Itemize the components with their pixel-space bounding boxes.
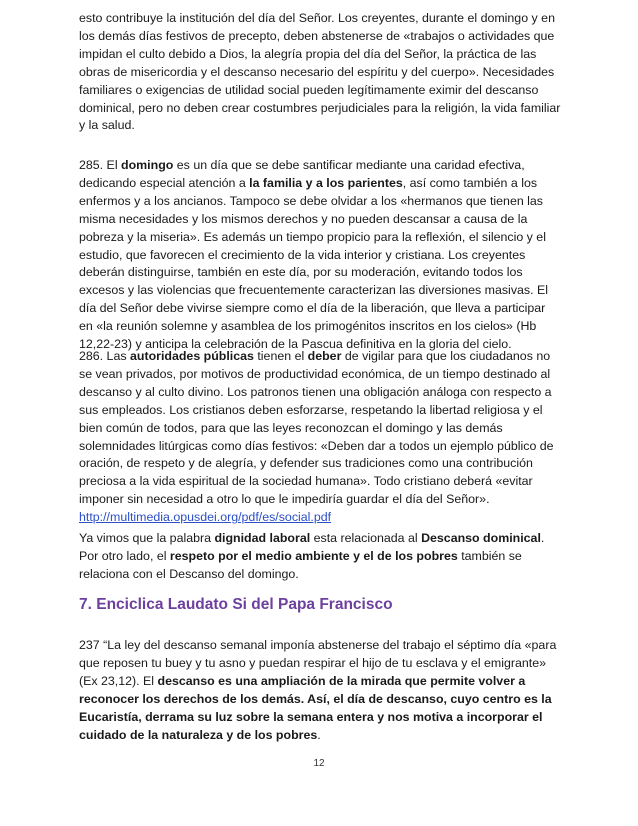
bold-text: autoridades públicas — [129, 349, 254, 363]
text-run: 286. Las — [79, 349, 130, 363]
text-run: . Por otro lado, el — [79, 531, 545, 563]
text-run: también se relaciona con el Descanso del domingo. — [79, 548, 522, 581]
paragraph-286 — [79, 348, 561, 527]
text-run: . — [317, 727, 321, 742]
paragraph-285 — [79, 157, 561, 354]
text-run: , así como también a los enfermos y a los ancianos. Tampoco se debe olvidar a los «hermanos que tienen las misma necesidades y los mismos derechos y no pueden descansar a causa de la pobreza y la miseria». Es además un tiempo propicio para la reflexión, el silencio y el estudio, que favorecen el crecimiento de la vida interior y cristiana. Los creyentes deberán distinguirse, también en este día, por su moderación, evitando todos los excesos y las violencias que frecuentemente caracterizan las diversiones masivas. El día del Señor debe vivirse siempre como el día de la liberación, que lleva a participar en «la reunión solemne y asamblea de los primogénitos inscritos en los cielos» (Hb 12,22-23) y anticipa la celebración de la Pascua definitiva en la gloria del cielo. — [79, 175, 548, 352]
paragraph-237 — [79, 637, 561, 744]
bold-text: respeto por el medio ambiente y el de los pobres — [169, 548, 458, 563]
text-run: tienen el — [253, 349, 308, 363]
paragraph-descanso-intro — [79, 10, 561, 135]
text-run: 285. El — [79, 158, 122, 172]
text-run: es un día que se debe santificar mediante una caridad efectiva, dedicando especial atención a — [79, 158, 525, 190]
text-run: Ya vimos que la palabra — [79, 531, 215, 545]
bold-text: la familia y a los parientes — [249, 175, 403, 190]
text-run: de vigilar para que los ciudadanos no se vean privados, por motivos de productividad económica, de un tiempo destinado al descanso y al culto divino. Los patronos tienen una obligación análoga con respecto a sus empleados. Los cristianos deben esforzarse, respetando la libertad religiosa y el bien común de todos, para que las leyes reconozcan el domingo y las demás solemnidades litúrgicas como días festivos: «Deben dar a todos un ejemplo público de oración, de respeto y de alegría, y defender sus tradiciones como una contribución preciosa a la vida espiritual de la sociedad humana». Todo cristiano deberá «evitar imponer sin necesidad a otro lo que le impediría guardar el día del Señor». — [79, 349, 554, 507]
text-run: 237 “La ley del descanso semanal imponía abstenerse del trabajo el séptimo día «para que reposen tu buey y tu asno y puedan respirar el hijo de tu esclava y el emigrante» (Ex 23,12). El — [79, 638, 557, 688]
page-number: 12 — [313, 758, 325, 769]
bold-text: descanso es una ampliación de la mirada que permite volver a reconocer los derechos de los demás. Así, el día de descanso, cuyo centro es la Eucaristía, derrama su luz sobre la semana entera y nos motiva a incorporar el cuidado de la naturaleza y de los pobres — [79, 673, 552, 742]
text-run: esto contribuye la institución del día del Señor. Los creyentes, durante el domingo y en los demás días festivos de precepto, deben abstenerse de «trabajos o actividades que impidan el culto debido a Dios, la alegría propia del día del Señor, la práctica de las obras de misericordia y el descanso necesario del espíritu y del cuerpo». Necesidades familiares o exigencias de utilidad social pueden legítimamente eximir del descanso dominical, pero no deben crear costumbres perjudiciales para la religión, la vida familiar y la salud. — [79, 11, 561, 133]
paragraph-summary — [79, 530, 561, 584]
bold-text: Descanso dominical — [421, 531, 541, 545]
section-heading: 7. Enciclica Laudato Si del Papa Francisco — [79, 596, 393, 613]
bold-text: domingo — [121, 158, 174, 172]
text-run: esta relacionada al — [310, 531, 422, 545]
bold-text: deber — [307, 349, 342, 363]
bold-text: dignidad laboral — [214, 531, 311, 545]
source-link[interactable]: http://multimedia.opusdei.org/pdf/es/social.pdf — [79, 510, 332, 525]
